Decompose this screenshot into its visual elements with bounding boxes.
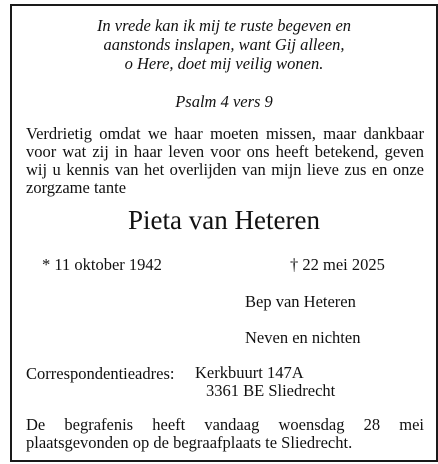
correspondence-address — [195, 364, 335, 400]
address-city: 3361 BE Sliedrecht — [206, 381, 336, 400]
intro-text: Verdrietig omdat we haar moeten missen, maar dankbaar voor wat zij in haar leven voor ons heeft betekend, geven wij u kennis van het overlijden van mijn lieve zus en onze zorgzame tante — [26, 124, 424, 197]
verse-line: aanstonds inslapen, want Gij alleen, — [103, 35, 345, 54]
funeral-text: De begrafenis heeft vandaag woensdag 28 mei plaatsgevonden op de begraafplaats te Sliedrecht. — [26, 415, 424, 452]
birth-date: * 11 oktober 1942 — [42, 255, 162, 274]
address-street: Kerkbuurt 147A — [195, 363, 304, 382]
correspondence-label: Correspondentieadres: — [26, 364, 175, 383]
verse-reference: Psalm 4 vers 9 — [175, 92, 273, 111]
mourner-name: Neven en nichten — [245, 328, 361, 347]
death-date: † 22 mei 2025 — [290, 255, 385, 274]
mourner-name: Bep van Heteren — [245, 292, 356, 311]
death-notice — [10, 4, 438, 462]
deceased-name: Pieta van Heteren — [128, 205, 320, 235]
verse-line: In vrede kan ik mij te ruste begeven en — [96, 16, 352, 35]
verse-line: o Here, doet mij veilig wonen. — [124, 54, 324, 73]
bible-verse — [12, 16, 436, 73]
